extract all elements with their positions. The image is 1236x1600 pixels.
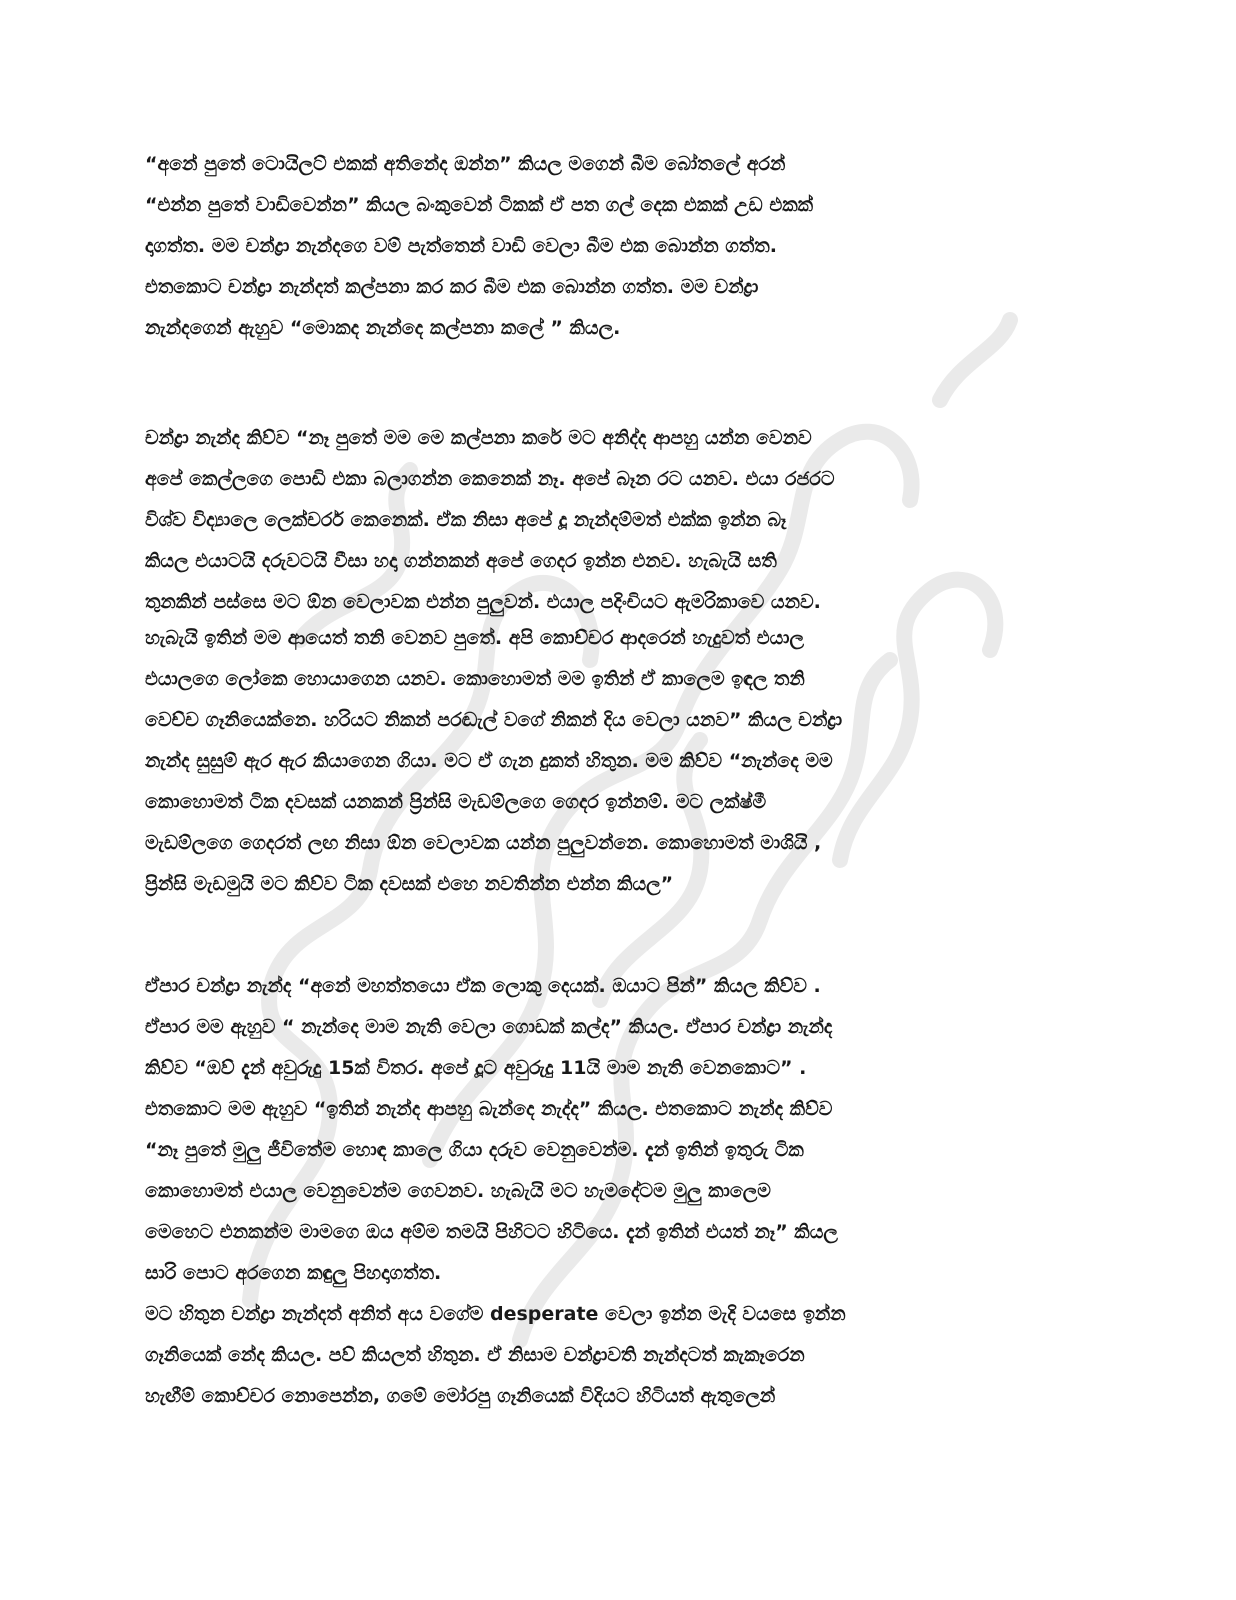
text-line: ඒපාර මම ඇහුව “ නැන්දෙ මාම නැති වෙලා ගොඩක් කල්ද” කියල. ඒපාර චන්ද්‍රා නැන්ද [145,1016,833,1038]
text-line: මෙහෙට එනකන්ම මාමගෙ ඔය අම්ම තමයි පිහිටට හිටියෙ. දැන් ඉතින් එයත් නෑ” කියල [145,1221,838,1243]
paragraph-3 [145,618,1065,905]
text-line: චන්ද්‍රා නැන්ද කිව්ව “නෑ පුතේ මම මෙ කල්පනා කරේ මට අනිද්ද ආපහු යන්න වෙනව [145,427,812,449]
text-line: කොහොමත් ටික දවසක් යනකන් ප්‍රින්සි මැඩම්ලගෙ ගෙදර ඉන්නම්. මට ලක්ෂ්මී [145,791,767,813]
text-line: එතකොට මම ඇහුව “ඉතින් නැන්ද ආපහු බැන්දෙ නැද්ද” කියල. එතකොට නැන්ද කිව්ව [145,1098,833,1120]
text-line: කිව්ව “ඔව් දැන් අවුරුදු 15ක් විතර. අපේ දූට අවුරුදු 11යි මාම නැති වෙනකොට” . [145,1057,807,1079]
text-line: ගෑනියෙක් නේද කියල. පව් කියලත් හිතුන. ඒ නිසාම චන්ද්‍රාවති නැන්දටත් කැකෑරෙන [145,1344,805,1366]
text-line: “එන්න පුතේ වාඩිවෙන්න” කියල බංකුවෙන් ටිකක් ඒ පත ගල් දෙක එකක් උඩ එකක් [145,194,814,216]
paragraph-1 [145,144,1065,349]
text-line: කොහොමත් එයාල වෙනුවෙන්ම ගෙවනව. හැබැයි මට හැමදේටම මුලු කාලෙම [145,1180,771,1202]
text-line: මැඩම්ලගෙ ගෙදරත් ලඟ නිසා ඕන වෙලාවක යන්න පුලුවන්නෙ. කොහොමත් මාශියි , [145,832,822,854]
text-line: නැන්දගෙන් ඇහුව “මොකද නැන්දෙ කල්පනා කලේ ” කියල. [145,317,621,339]
paragraph-2 [145,418,1065,623]
text-line: ප්‍රින්සි මැඩමුයි මට කිව්ව ටික දවසක් එහෙ නවතින්න එන්න කියල” [145,873,674,895]
text-line: තුනකින් පස්සෙ මට ඕන වෙලාවක එන්න පුලුවන්. එයාල පදිංචියට ඇමරිකාවෙ යනව. [145,591,821,613]
text-line: නැන්ද සුසුම් ඇර ඇර කියාගෙන ගියා. මට ඒ ගැන දුකත් හිතුන. මම කිව්ව “නැන්දෙ මම [145,750,833,772]
text-line: සාරි පොට අරගෙන කඳුලු පිහදාගත්ත. [145,1262,442,1284]
paragraph-4 [145,966,1065,1294]
text-line: හැඟීම් කොච්චර නොපෙන්න, ගමේ මෝරපු ගෑනියෙක් විදියට හිටියත් ඇතුලෙන් [145,1385,776,1407]
text-line: “නෑ පුතේ මුලු ජීවිතේම හොඳ කාලෙ ගියා දරුව වෙනුවෙන්ම. දැන් ඉතින් ඉතුරු ටික [145,1139,804,1161]
text-line: මට හිතුන චන්ද්‍රා නැන්දත් අනිත් අය වගේම desperate වෙලා ඉන්න මැදි වයසෙ ඉන්න [145,1303,846,1325]
text-line: ඒපාර චන්ද්‍රා නැන්ද “අනේ මහත්තයො ඒක ලොකු දෙයක්. ඔයාට පින්” කියල කිව්ව . [145,975,821,997]
paragraph-5 [145,1294,1065,1417]
text-line: එතකොට චන්ද්‍රා නැන්දත් කල්පනා කර කර බීම එක බොන්න ගත්ත. මම චන්ද්‍රා [145,276,759,298]
text-line: අපේ කෙල්ලගෙ පොඩි එකා බලාගන්න කෙනෙක් නෑ. අපේ බෑන රට යනව. එයා රජරට [145,468,835,490]
text-line: එයාලගෙ ලෝකෙ හොයාගෙන යනව. කොහොමත් මම ඉතින් ඒ කාලෙම ඉඳල තනි [145,668,805,690]
text-line: “අනේ පුතේ ටොයිලට් එකක් අතිනේද ඔන්න” කියල මගෙන් බීම බෝතලේ අරන් [145,153,786,175]
text-line: විශ්ව විද්‍යාලෙ ලෙක්චරර් කෙනෙක්. ඒක නිසා අපේ දූ නැන්දම්මත් එක්ක ඉන්න බෑ [145,509,787,531]
text-line: හැබැයි ඉතින් මම ආයෙත් තනි වෙනව පුතේ. අපි කොච්චර ආදරෙන් හැදුවත් එයාල [145,627,805,649]
text-line: කියල එයාටයි දරුවටයි වීසා හදා ගන්නකන් අපේ ගෙදර ඉන්න එනව. හැබැයි සති [145,550,777,572]
text-line: වෙච්ච ගෑනියෙක්නෙ. හරියට නිකන් පරඬැල් වගේ නිකන් දිය වෙලා යනව” කියල චන්ද්‍රා [145,709,843,731]
text-line: දාගත්ත. මම චන්ද්‍රා නැන්දගෙ වම් පැත්තෙන් වාඩි වෙලා බීම එක බොන්න ගත්ත. [145,235,777,257]
